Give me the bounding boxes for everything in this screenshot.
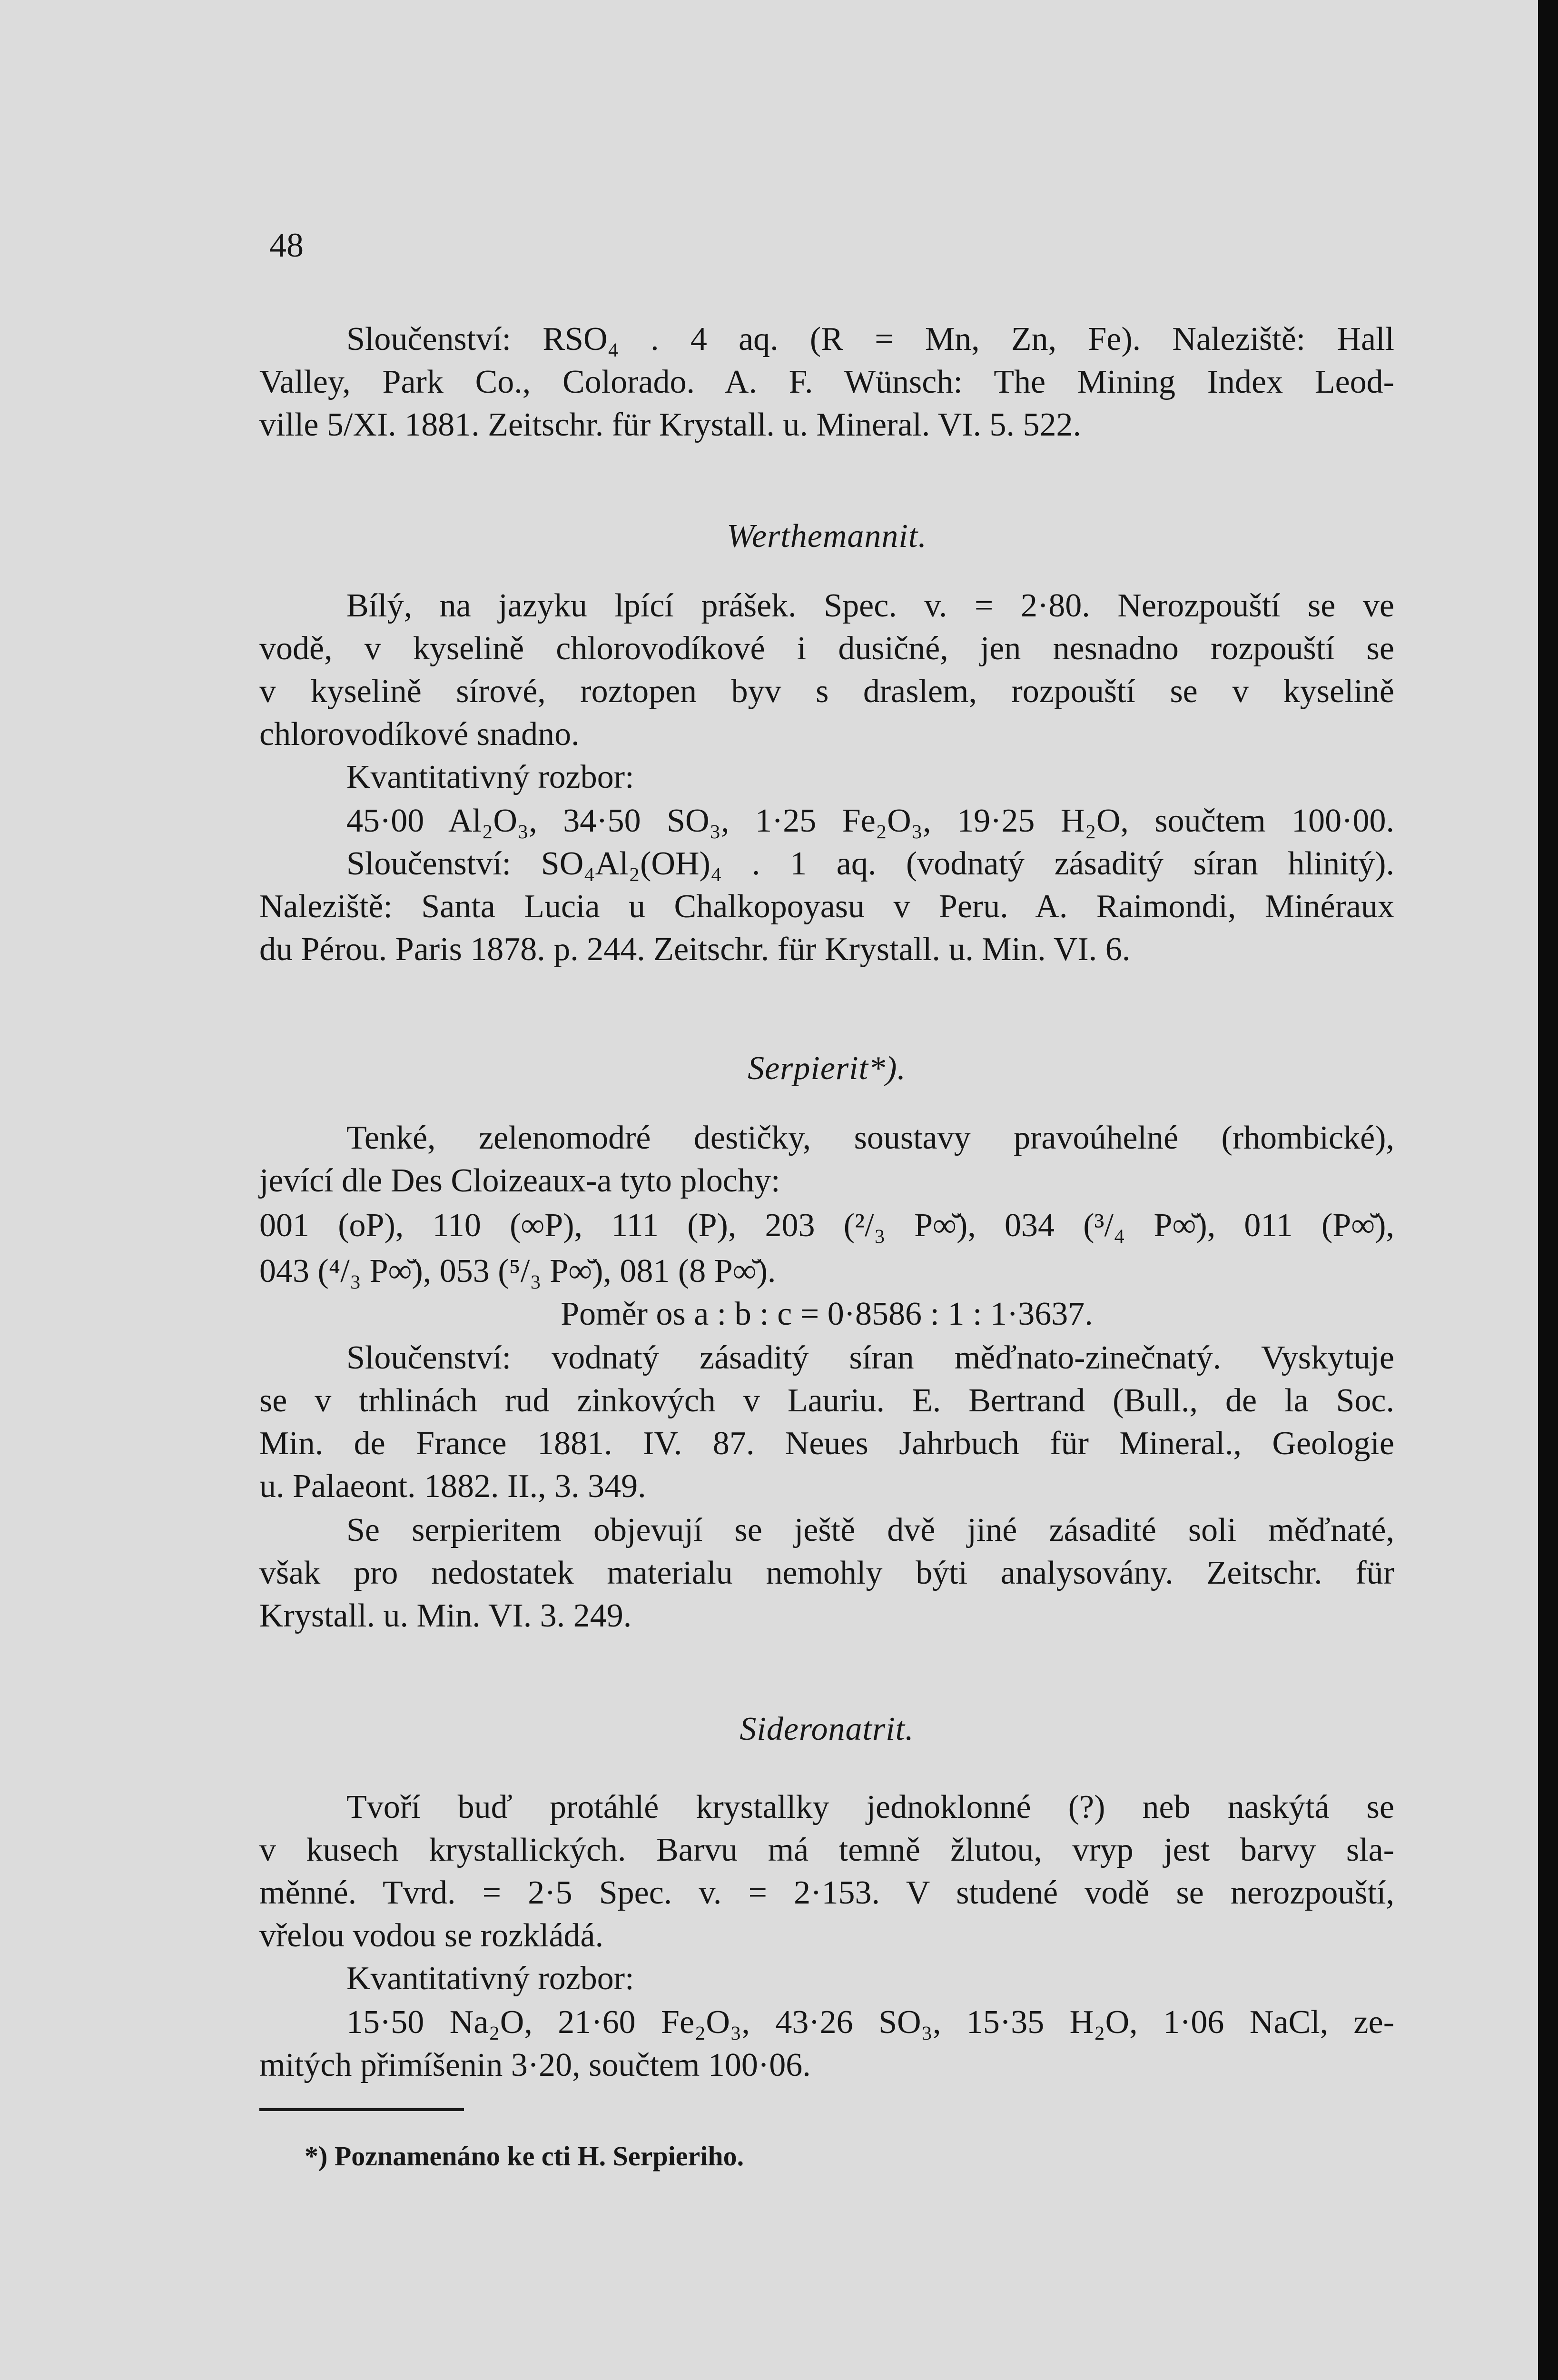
text-line: u. Palaeont. 1882. II., 3. 349. — [259, 1468, 646, 1505]
text-line: Min. de France 1881. IV. 87. Neues Jahrbuch für Mineral., Geologie — [259, 1425, 1394, 1462]
page-number: 48 — [269, 226, 304, 264]
footnote-rule — [259, 2108, 464, 2111]
text-line: v kyselině sírové, roztopen byv s draslem, rozpouští se v kyselině — [259, 673, 1394, 710]
text-line: mitých přimíšenin 3·20, součtem 100·06. — [259, 2047, 811, 2083]
text-line: chlorovodíkové snadno. — [259, 716, 580, 753]
section-heading: Werthemannit. — [727, 518, 927, 555]
text-line: 45·00 Al₂O₃, 34·50 SO₃, 1·25 Fe₂O₃, 19·25 H₂O, součtem 100·00. — [346, 803, 1394, 839]
text-line: Kvantitativný rozbor: — [346, 759, 634, 795]
text-line: Poměr os a : b : c = 0·8586 : 1 : 1·3637. — [561, 1296, 1093, 1332]
text-line: Valley, Park Co., Colorado. A. F. Wünsch: The Mining Index Leod- — [259, 364, 1394, 400]
text-line: vřelou vodou se rozkládá. — [259, 1917, 604, 1954]
text-line: měnné. Tvrd. = 2·5 Spec. v. = 2·153. V studené vodě se nerozpouští, — [259, 1874, 1394, 1911]
text-line: Bílý, na jazyku lpící prášek. Spec. v. = 2·80. Nerozpouští se ve — [346, 587, 1394, 624]
text-line: Tenké, zelenomodré destičky, soustavy pravoúhelné (rhombické), — [346, 1120, 1394, 1156]
text-line: Tvoří buď protáhlé krystallky jednoklonné (?) neb naskýtá se — [346, 1789, 1394, 1825]
text-line: 043 (⁴/₃ P∞̆), 053 (⁵/₃ P∞̆), 081 (8 P∞̆). — [259, 1253, 776, 1289]
text-line: Se serpieritem objevují se ještě dvě jiné zásadité soli měďnaté, — [346, 1512, 1394, 1548]
text-line: vodě, v kyselině chlorovodíkové i dusičné, jen nesnadno rozpouští se — [259, 630, 1394, 667]
text-line: v kusech krystallických. Barvu má temně žlutou, vryp jest barvy sla- — [259, 1832, 1394, 1868]
text-line: du Pérou. Paris 1878. p. 244. Zeitschr. für Krystall. u. Min. VI. 6. — [259, 931, 1131, 968]
text-line: 001 (oP), 110 (∞P), 111 (P), 203 (²/₃ P∞̆), 034 (³/₄ P∞̆), 011 (P∞̆), — [259, 1207, 1394, 1244]
text-line: však pro nedostatek materialu nemohly býti analysovány. Zeitschr. für — [259, 1555, 1394, 1591]
text-line: jevící dle Des Cloizeaux-a tyto plochy: — [259, 1162, 780, 1199]
text-line: Sloučenství: vodnatý zásaditý síran měďnato-zinečnatý. Vyskytuje — [346, 1339, 1394, 1376]
text-line: Sloučenství: SO₄Al₂(OH)₄ . 1 aq. (vodnatý zásaditý síran hlinitý). — [346, 845, 1394, 882]
text-line: Krystall. u. Min. VI. 3. 249. — [259, 1597, 632, 1634]
section-heading: Serpierit*). — [748, 1050, 906, 1087]
footnote: *) Poznamenáno ke cti H. Serpieriho. — [305, 2141, 744, 2172]
section-heading: Sideronatrit. — [740, 1711, 914, 1747]
text-line: 15·50 Na₂O, 21·60 Fe₂O₃, 43·26 SO₃, 15·35 H₂O, 1·06 NaCl, ze- — [346, 2004, 1394, 2041]
text-line: ville 5/XI. 1881. Zeitschr. für Krystall. u. Mineral. VI. 5. 522. — [259, 407, 1082, 443]
text-line: Sloučenství: RSO₄ . 4 aq. (R = Mn, Zn, Fe). Naleziště: Hall — [346, 321, 1394, 357]
text-line: Kvantitativný rozbor: — [346, 1960, 634, 1997]
text-line: Naleziště: Santa Lucia u Chalkopoyasu v Peru. A. Raimondi, Minéraux — [259, 888, 1394, 925]
text-line: se v trhlinách rud zinkových v Lauriu. E. Bertrand (Bull., de la Soc. — [259, 1382, 1394, 1419]
